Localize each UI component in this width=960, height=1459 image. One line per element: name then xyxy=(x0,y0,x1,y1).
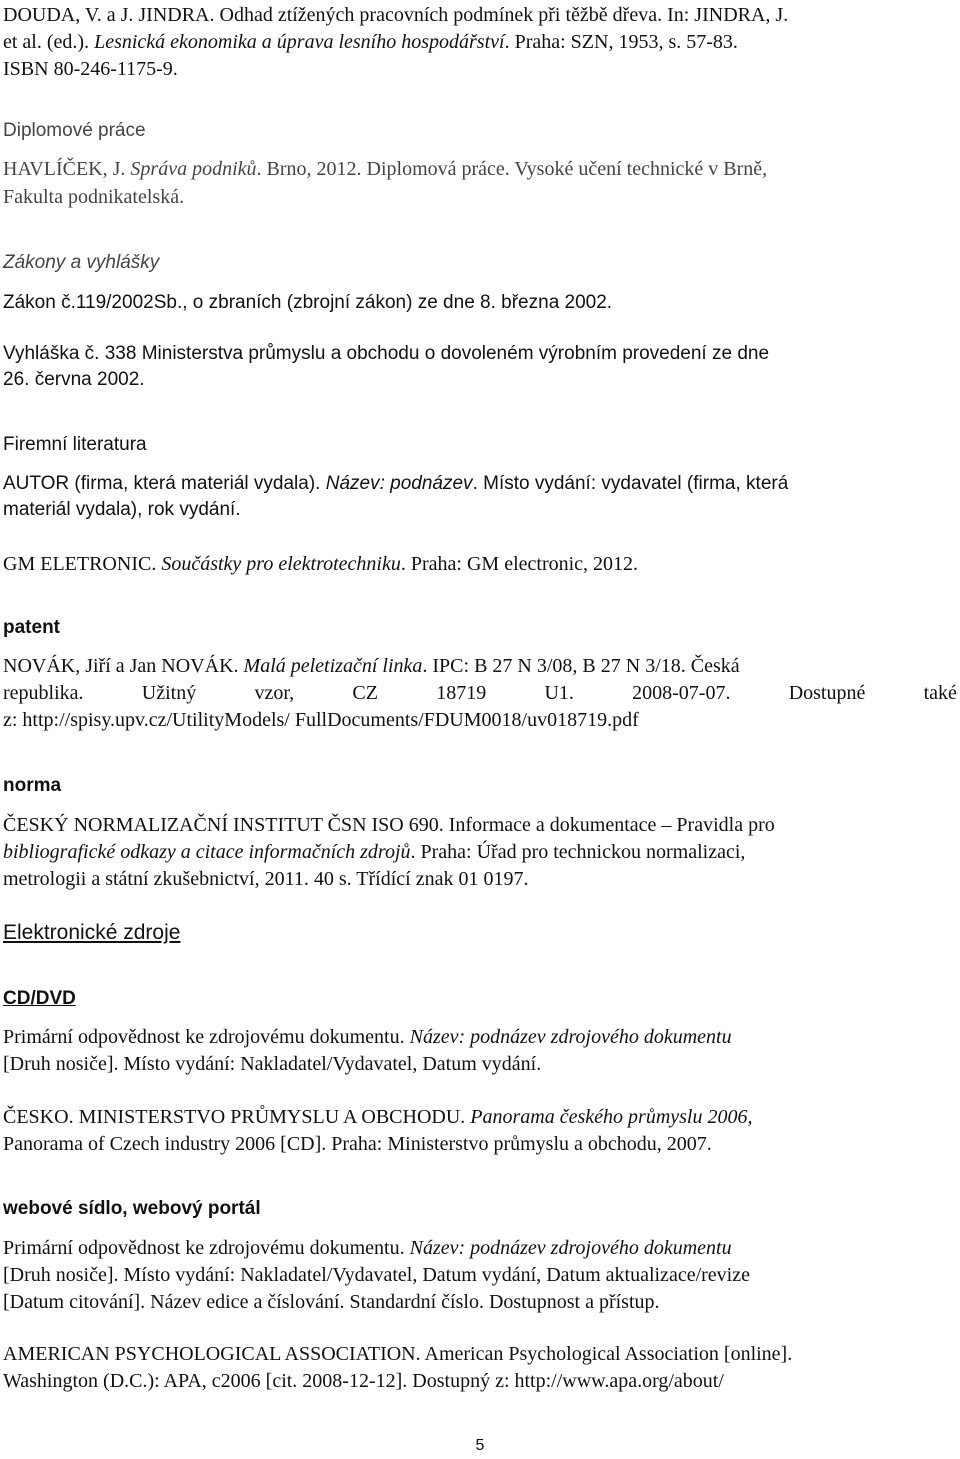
text: . IPC: B 27 N 3/08, B 27 N 3/18. Česká xyxy=(422,655,740,677)
reference-mpo-line-2: Panorama of Czech industry 2006 [CD]. Praha: Ministerstvo průmyslu a obchodu, 2007. xyxy=(3,1133,712,1155)
reference-havlicek-line-1 xyxy=(3,156,767,183)
text: . Praha: SZN, 1953, s. 57-83. xyxy=(504,31,738,53)
heading-firemni-literatura: Firemní literatura xyxy=(3,434,147,455)
reference-apa-line-2: Washington (D.C.): APA, c2006 [cit. 2008-12-12]. Dostupný z: http://www.apa.org/about/ xyxy=(3,1370,724,1392)
reference-mpo-line-1 xyxy=(3,1104,752,1131)
reference-vyhlaska-line-1: Vyhláška č. 338 Ministerstva průmyslu a obchodu o dovoleném výrobním provedení ze dne xyxy=(3,343,770,364)
reference-patent-url: z: http://spisy.upv.cz/UtilityModels/ FullDocuments/FDUM0018/uv018719.pdf xyxy=(3,709,639,731)
title: Součástky pro elektrotechniku xyxy=(161,553,401,575)
text: ČESKO. MINISTERSTVO PRŮMYSLU A OBCHODU. xyxy=(3,1106,471,1128)
heading-elektronicke-zdroje: Elektronické zdroje xyxy=(3,921,181,944)
reference-douda-line-3 xyxy=(3,56,178,83)
reference-apa-line-1: AMERICAN PSYCHOLOGICAL ASSOCIATION. American Psychological Association [online]. xyxy=(3,1343,793,1365)
template-cd-line-1 xyxy=(3,1024,732,1051)
text: . Praha: GM electronic, 2012. xyxy=(400,553,639,575)
word: CZ xyxy=(352,682,378,704)
page-number: 5 xyxy=(475,1437,485,1454)
reference-norma-line-3: metrologii a státní zkušebnictví, 2011. 40 s. Třídící znak 01 0197. xyxy=(3,868,529,890)
text: et al. (ed.). xyxy=(3,31,95,53)
text: HAVLÍČEK, J. xyxy=(3,158,131,180)
text: . Místo vydání: vydavatel (firma, která xyxy=(472,473,789,494)
reference-havlicek-line-2: Fakulta podnikatelská. xyxy=(3,186,185,208)
text: Primární odpovědnost ke zdrojovému dokumentu. xyxy=(3,1237,410,1259)
template-web-line-1 xyxy=(3,1235,732,1262)
reference-patent-line-1 xyxy=(3,653,740,680)
reference-norma-line-2 xyxy=(3,839,745,866)
heading-diplomove-prace: Diplomové práce xyxy=(3,120,146,141)
reference-douda-line-2 xyxy=(3,29,738,56)
word: také xyxy=(923,682,957,704)
template-web-line-2: [Druh nosiče]. Místo vydání: Nakladatel/Vydavatel, Datum vydání, Datum aktualizace/revize xyxy=(3,1264,750,1286)
template-web-line-3: [Datum citování]. Název edice a číslování. Standardní číslo. Dostupnost a přístup. xyxy=(3,1291,660,1313)
word: Dostupné xyxy=(788,682,866,704)
heading-webove-sidlo: webové sídlo, webový portál xyxy=(3,1198,261,1219)
text: . Praha: Úřad pro technickou normalizaci, xyxy=(410,841,746,863)
template-firemni-line-1 xyxy=(3,471,788,497)
reference-gm-electronic xyxy=(3,551,638,578)
reference-vyhlaska-line-2: 26. června 2002. xyxy=(3,369,145,390)
text: AUTOR (firma, která materiál vydala). xyxy=(3,473,326,494)
reference-norma-line-1: ČESKÝ NORMALIZAČNÍ INSTITUT ČSN ISO 690. Informace a dokumentace – Pravidla pro xyxy=(3,814,775,836)
word: republika. xyxy=(3,682,84,704)
text: . Brno, 2012. Diplomová práce. Vysoké učení technické v Brně, xyxy=(256,158,768,180)
text: DOUDA, V. a J. JINDRA. Odhad ztížených pracovních podmínek při těžbě dřeva. In: JINDRA, J. xyxy=(3,4,789,26)
norm-title: bibliografické odkazy a citace informačních zdrojů xyxy=(3,841,411,863)
reference-douda-line-1 xyxy=(3,2,788,29)
isbn: ISBN 80-246-1175-9. xyxy=(3,58,178,80)
title: Panorama českého průmyslu 2006, xyxy=(470,1106,753,1128)
patent-title: Malá peletizační linka xyxy=(243,655,423,677)
text: GM ELETRONIC. xyxy=(3,553,162,575)
word: Užitný xyxy=(141,682,197,704)
text: Primární odpovědnost ke zdrojovému dokumentu. xyxy=(3,1026,410,1048)
reference-patent-line-2 xyxy=(3,680,957,707)
thesis-title: Správa podniků xyxy=(130,158,257,180)
template-firemni-line-2: materiál vydala), rok vydání. xyxy=(3,499,241,520)
heading-norma: norma xyxy=(3,775,62,796)
book-title: Lesnická ekonomika a úprava lesního hospodářství xyxy=(94,31,505,53)
title: Název: podnázev zdrojového dokumentu xyxy=(409,1026,732,1048)
heading-cd-dvd: CD/DVD xyxy=(3,988,76,1009)
word: vzor, xyxy=(254,682,295,704)
title: Název: podnázev xyxy=(325,473,473,494)
title: Název: podnázev zdrojového dokumentu xyxy=(409,1237,732,1259)
template-cd-line-2: [Druh nosiče]. Místo vydání: Nakladatel/Vydavatel, Datum vydání. xyxy=(3,1053,542,1075)
word: 18719 xyxy=(436,682,487,704)
text: NOVÁK, Jiří a Jan NOVÁK. xyxy=(3,655,244,677)
reference-zakon: Zákon č.119/2002Sb., o zbraních (zbrojní zákon) ze dne 8. března 2002. xyxy=(3,292,613,313)
word: 2008-07-07. xyxy=(632,682,731,704)
heading-zakony-a-vyhlasky: Zákony a vyhlášky xyxy=(3,252,160,273)
word: U1. xyxy=(544,682,574,704)
heading-patent: patent xyxy=(3,617,60,638)
